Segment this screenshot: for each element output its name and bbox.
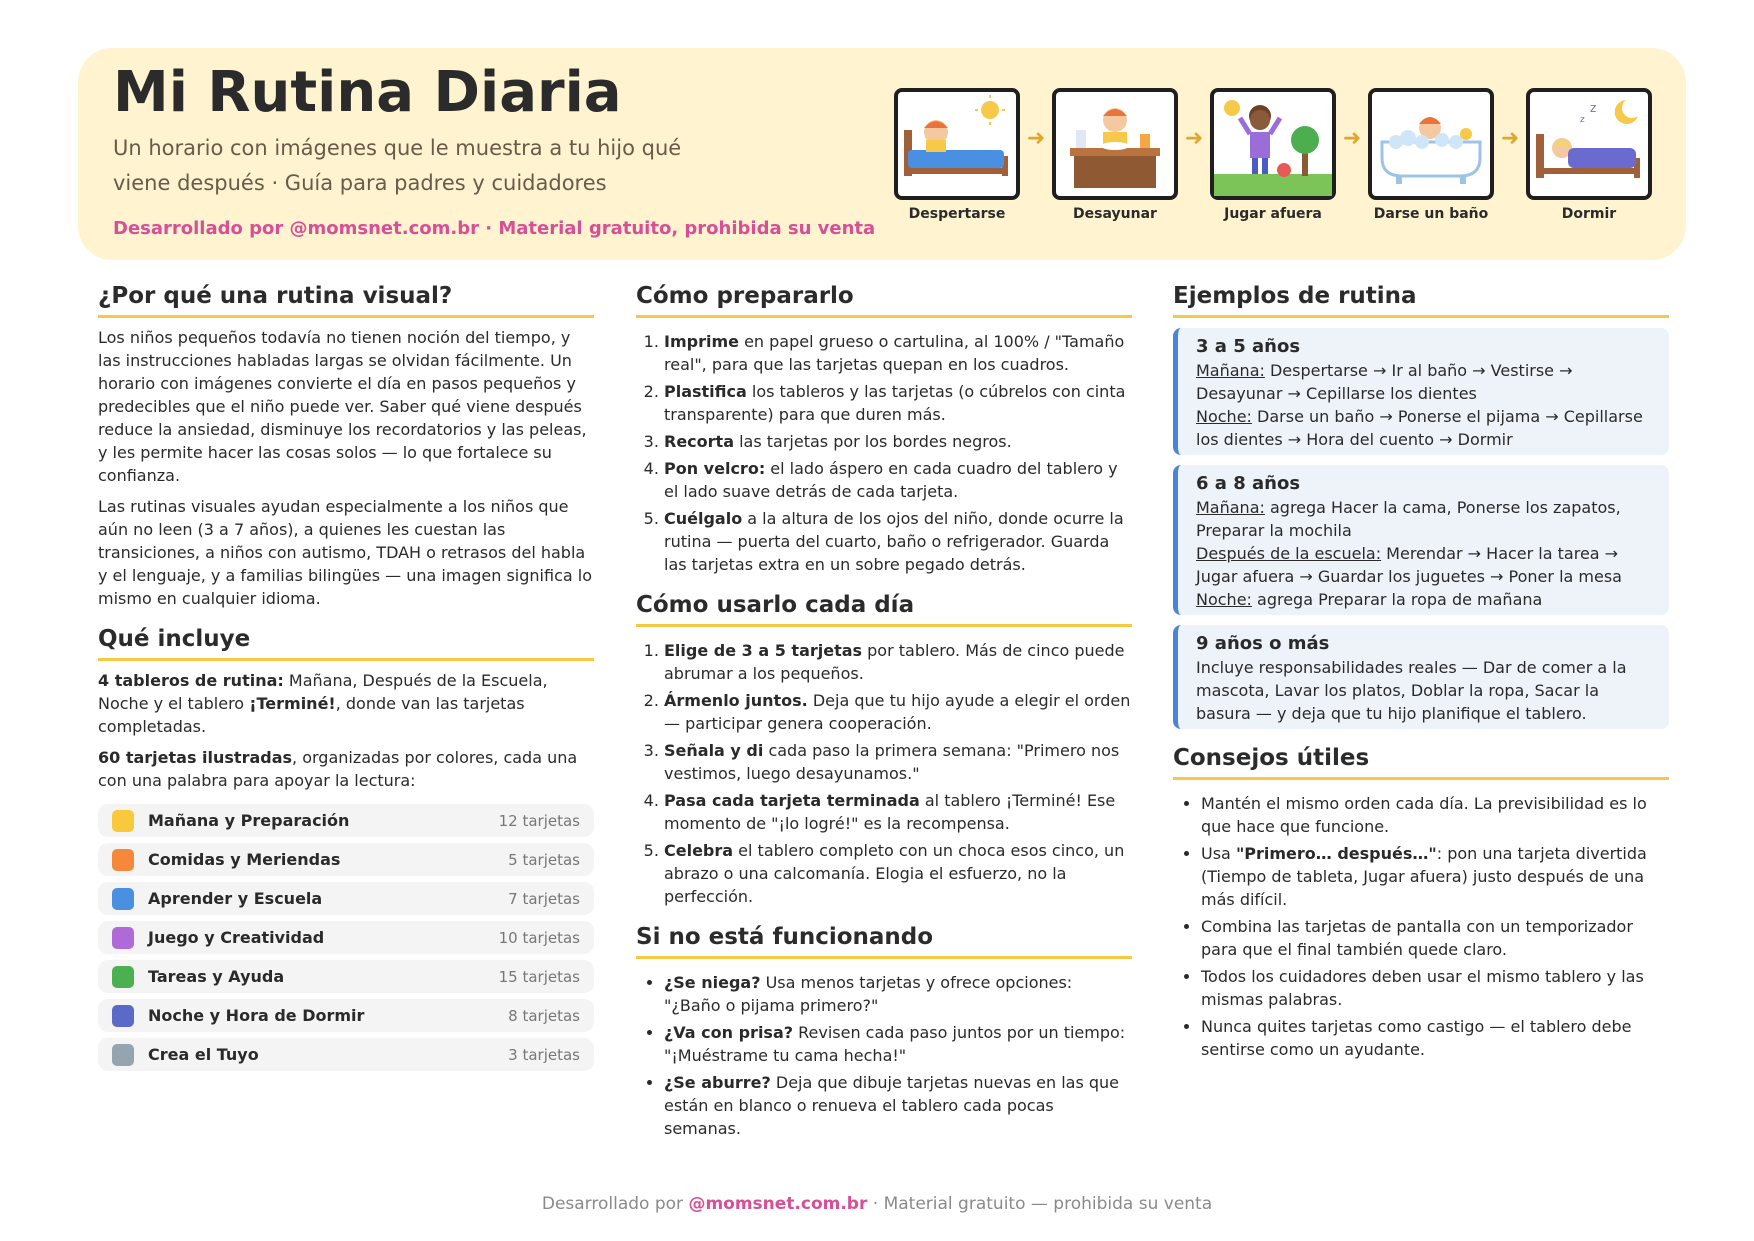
header-credit: Desarrollado por @momsnet.com.br · Material gratuito, prohibida su venta: [113, 218, 876, 239]
list-item: • Mantén el mismo orden cada día. La previsibilidad es lo que hace que funcione.: [1201, 792, 1669, 838]
example-title: 3 a 5 años: [1196, 336, 1301, 357]
includes-boards: 4 tableros de rutina: Mañana, Después de la Escuela, Noche y el tablero ¡Terminé!, donde van las tarjetas completadas.: [98, 671, 548, 736]
why-paragraph-2: Las rutinas visuales ayudan especialmente a los niños que aún no leen (3 a 7 años), a quienes les cuestan las transiciones, a niños con autismo, TDAH o retrasos del habla y el lenguaje, y a familias bilingües — una imagen significa lo mismo en cualquier idioma.: [98, 497, 592, 608]
section-title-why: ¿Por qué una rutina visual?: [98, 283, 594, 318]
column-middle: [636, 283, 1132, 1144]
routine-steps: [894, 88, 1652, 222]
color-swatch: [112, 810, 134, 832]
svg-text:z: z: [1590, 101, 1597, 115]
list-item: 5. Celebra el tablero completo con un choca esos cinco, un abrazo o una calcomanía. Elogia el esfuerzo, no la perfección.: [664, 839, 1132, 908]
list-item: • Combina las tarjetas de pantalla con un temporizador para que el final también quede claro.: [1201, 915, 1669, 961]
color-swatch: [112, 1005, 134, 1027]
color-swatch: [112, 1044, 134, 1066]
arrow-right-icon: ➜: [1026, 126, 1046, 151]
list-item: 4. Pon velcro: el lado áspero en cada cuadro del tablero y el lado suave detrás de cada tarjeta.: [664, 457, 1132, 503]
list-item: • ¿Se niega? Usa menos tarjetas y ofrece opciones: "¿Baño o pijama primero?": [664, 971, 1132, 1017]
list-item: 3. Señala y di cada paso la primera semana: "Primero nos vestimos, luego desayunamos.": [664, 739, 1132, 785]
example-title: 9 años o más: [1196, 633, 1330, 654]
section-title-tips: Consejos útiles: [1173, 745, 1669, 780]
step-label: Jugar afuera: [1224, 206, 1322, 222]
step-label: Desayunar: [1073, 206, 1157, 222]
list-item: 5. Cuélgalo a la altura de los ojos del niño, donde ocurre la rutina — puerta del cuarto, baño o refrigerador. Guarda las tarjetas extra en un sobre pegado detrás.: [664, 507, 1132, 576]
list-item: • ¿Va con prisa? Revisen cada paso juntos por un tiempo: "¡Muéstrame tu cama hecha!": [664, 1021, 1132, 1067]
category-row: Tareas y Ayuda 15 tarjetas: [98, 960, 594, 993]
arrow-right-icon: ➜: [1342, 126, 1362, 151]
list-item: • Todos los cuidadores deben usar el mismo tablero y las mismas palabras.: [1201, 965, 1669, 1011]
tips-list: [1173, 792, 1669, 1061]
section-title-includes: Qué incluye: [98, 626, 594, 661]
section-title-prepare: Cómo prepararlo: [636, 283, 1132, 318]
step-breakfast: [1052, 88, 1178, 222]
example-morning: Mañana: Despertarse → Ir al baño → Vestirse → Desayunar → Cepillarse los dientes: [1196, 361, 1573, 403]
column-left: [98, 283, 594, 1077]
color-swatch: [112, 927, 134, 949]
trouble-list: [636, 971, 1132, 1140]
step-wake-up: [894, 88, 1020, 222]
category-row: Juego y Creatividad 10 tarjetas: [98, 921, 594, 954]
header-banner: [78, 48, 1686, 260]
breakfast-illustration: [1052, 88, 1178, 200]
example-night: Noche: Darse un baño → Ponerse el pijama → Cepillarse los dientes → Hora del cuento → Dormir: [1196, 407, 1643, 449]
wake-up-illustration: [894, 88, 1020, 200]
svg-text:z: z: [1580, 115, 1585, 125]
list-item: 1. Imprime en papel grueso o cartulina, al 100% / "Tamaño real", para que las tarjetas quepan en los cuadros.: [664, 330, 1132, 376]
list-item: • Usa "Primero… después…": pon una tarjeta divertida (Tiempo de tableta, Jugar afuera) justo después de una más difícil.: [1201, 842, 1669, 911]
list-item: • ¿Se aburre? Deja que dibuje tarjetas nuevas en las que están en blanco o renueva el tablero cada pocas semanas.: [664, 1071, 1132, 1140]
category-row: Mañana y Preparación 12 tarjetas: [98, 804, 594, 837]
page-title: Mi Rutina Diaria: [113, 60, 622, 125]
includes-cards: 60 tarjetas ilustradas, organizadas por colores, cada una con una palabra para apoyar la lectura:: [98, 748, 578, 790]
category-row: Crea el Tuyo 3 tarjetas: [98, 1038, 594, 1071]
section-title-trouble: Si no está funcionando: [636, 924, 1132, 959]
daily-list: [636, 639, 1132, 908]
page-footer: Desarrollado por @momsnet.com.br · Material gratuito — prohibida su venta: [541, 1194, 1213, 1214]
list-item: 1. Elige de 3 a 5 tarjetas por tablero. Más de cinco puede abrumar a los pequeños.: [664, 639, 1132, 685]
section-title-daily: Cómo usarlo cada día: [636, 592, 1132, 627]
why-paragraph-1: Los niños pequeños todavía no tienen noción del tiempo, y las instrucciones habladas largas se olvidan fácilmente. Un horario con imágenes convierte el día en pasos pequeños y predecibles que el niño puede ver. Saber qué viene después reduce la ansiedad, disminuye los recordatorios y las peleas, y les permite hacer las cosas solos — lo que fortalece su confianza.: [98, 328, 587, 485]
example-text: Incluye responsabilidades reales — Dar de comer a la mascota, Lavar los platos, Doblar la ropa, Sacar la basura — y deja que tu hijo planifique el tablero.: [1196, 658, 1627, 723]
example-afterschool: Después de la escuela: Merendar → Hacer la tarea → Jugar afuera → Guardar los juguetes → Poner la mesa: [1196, 544, 1622, 586]
prepare-list: [636, 330, 1132, 576]
example-box-3-5: [1173, 328, 1669, 455]
sleep-illustration: [1526, 88, 1652, 200]
category-row: Noche y Hora de Dormir 8 tarjetas: [98, 999, 594, 1032]
section-title-examples: Ejemplos de rutina: [1173, 283, 1669, 318]
list-item: 2. Ármenlo juntos. Deja que tu hijo ayude a elegir el orden — participar genera cooperación.: [664, 689, 1132, 735]
step-bath: [1368, 88, 1494, 222]
play-outside-illustration: [1210, 88, 1336, 200]
category-row: Aprender y Escuela 7 tarjetas: [98, 882, 594, 915]
example-morning: Mañana: agrega Hacer la cama, Ponerse los zapatos, Preparar la mochila: [1196, 498, 1621, 540]
step-label: Dormir: [1561, 206, 1617, 222]
list-item: 4. Pasa cada tarjeta terminada al tablero ¡Terminé! Ese momento de "¡lo logré!" es la recompensa.: [664, 789, 1132, 835]
color-swatch: [112, 849, 134, 871]
example-title: 6 a 8 años: [1196, 473, 1301, 494]
example-night: Noche: agrega Preparar la ropa de mañana: [1196, 590, 1543, 609]
category-list: [98, 804, 594, 1071]
category-row: Comidas y Meriendas 5 tarjetas: [98, 843, 594, 876]
list-item: • Nunca quites tarjetas como castigo — el tablero debe sentirse como un ayudante.: [1201, 1015, 1669, 1061]
bath-illustration: [1368, 88, 1494, 200]
step-sleep: [1526, 88, 1652, 222]
step-label: Despertarse: [908, 206, 1006, 222]
example-box-6-8: [1173, 465, 1669, 615]
step-play-outside: [1210, 88, 1336, 222]
step-label: Darse un baño: [1373, 206, 1489, 222]
color-swatch: [112, 888, 134, 910]
list-item: 3. Recorta las tarjetas por los bordes negros.: [664, 430, 1132, 453]
column-right: [1173, 283, 1669, 1065]
example-box-9-plus: [1173, 625, 1669, 729]
list-item: 2. Plastifica los tableros y las tarjetas (o cúbrelos con cinta transparente) para que duren más.: [664, 380, 1132, 426]
color-swatch: [112, 966, 134, 988]
arrow-right-icon: ➜: [1500, 126, 1520, 151]
page-subtitle: Un horario con imágenes que le muestra a tu hijo qué viene después · Guía para padres y cuidadores: [113, 136, 682, 195]
arrow-right-icon: ➜: [1184, 126, 1204, 151]
